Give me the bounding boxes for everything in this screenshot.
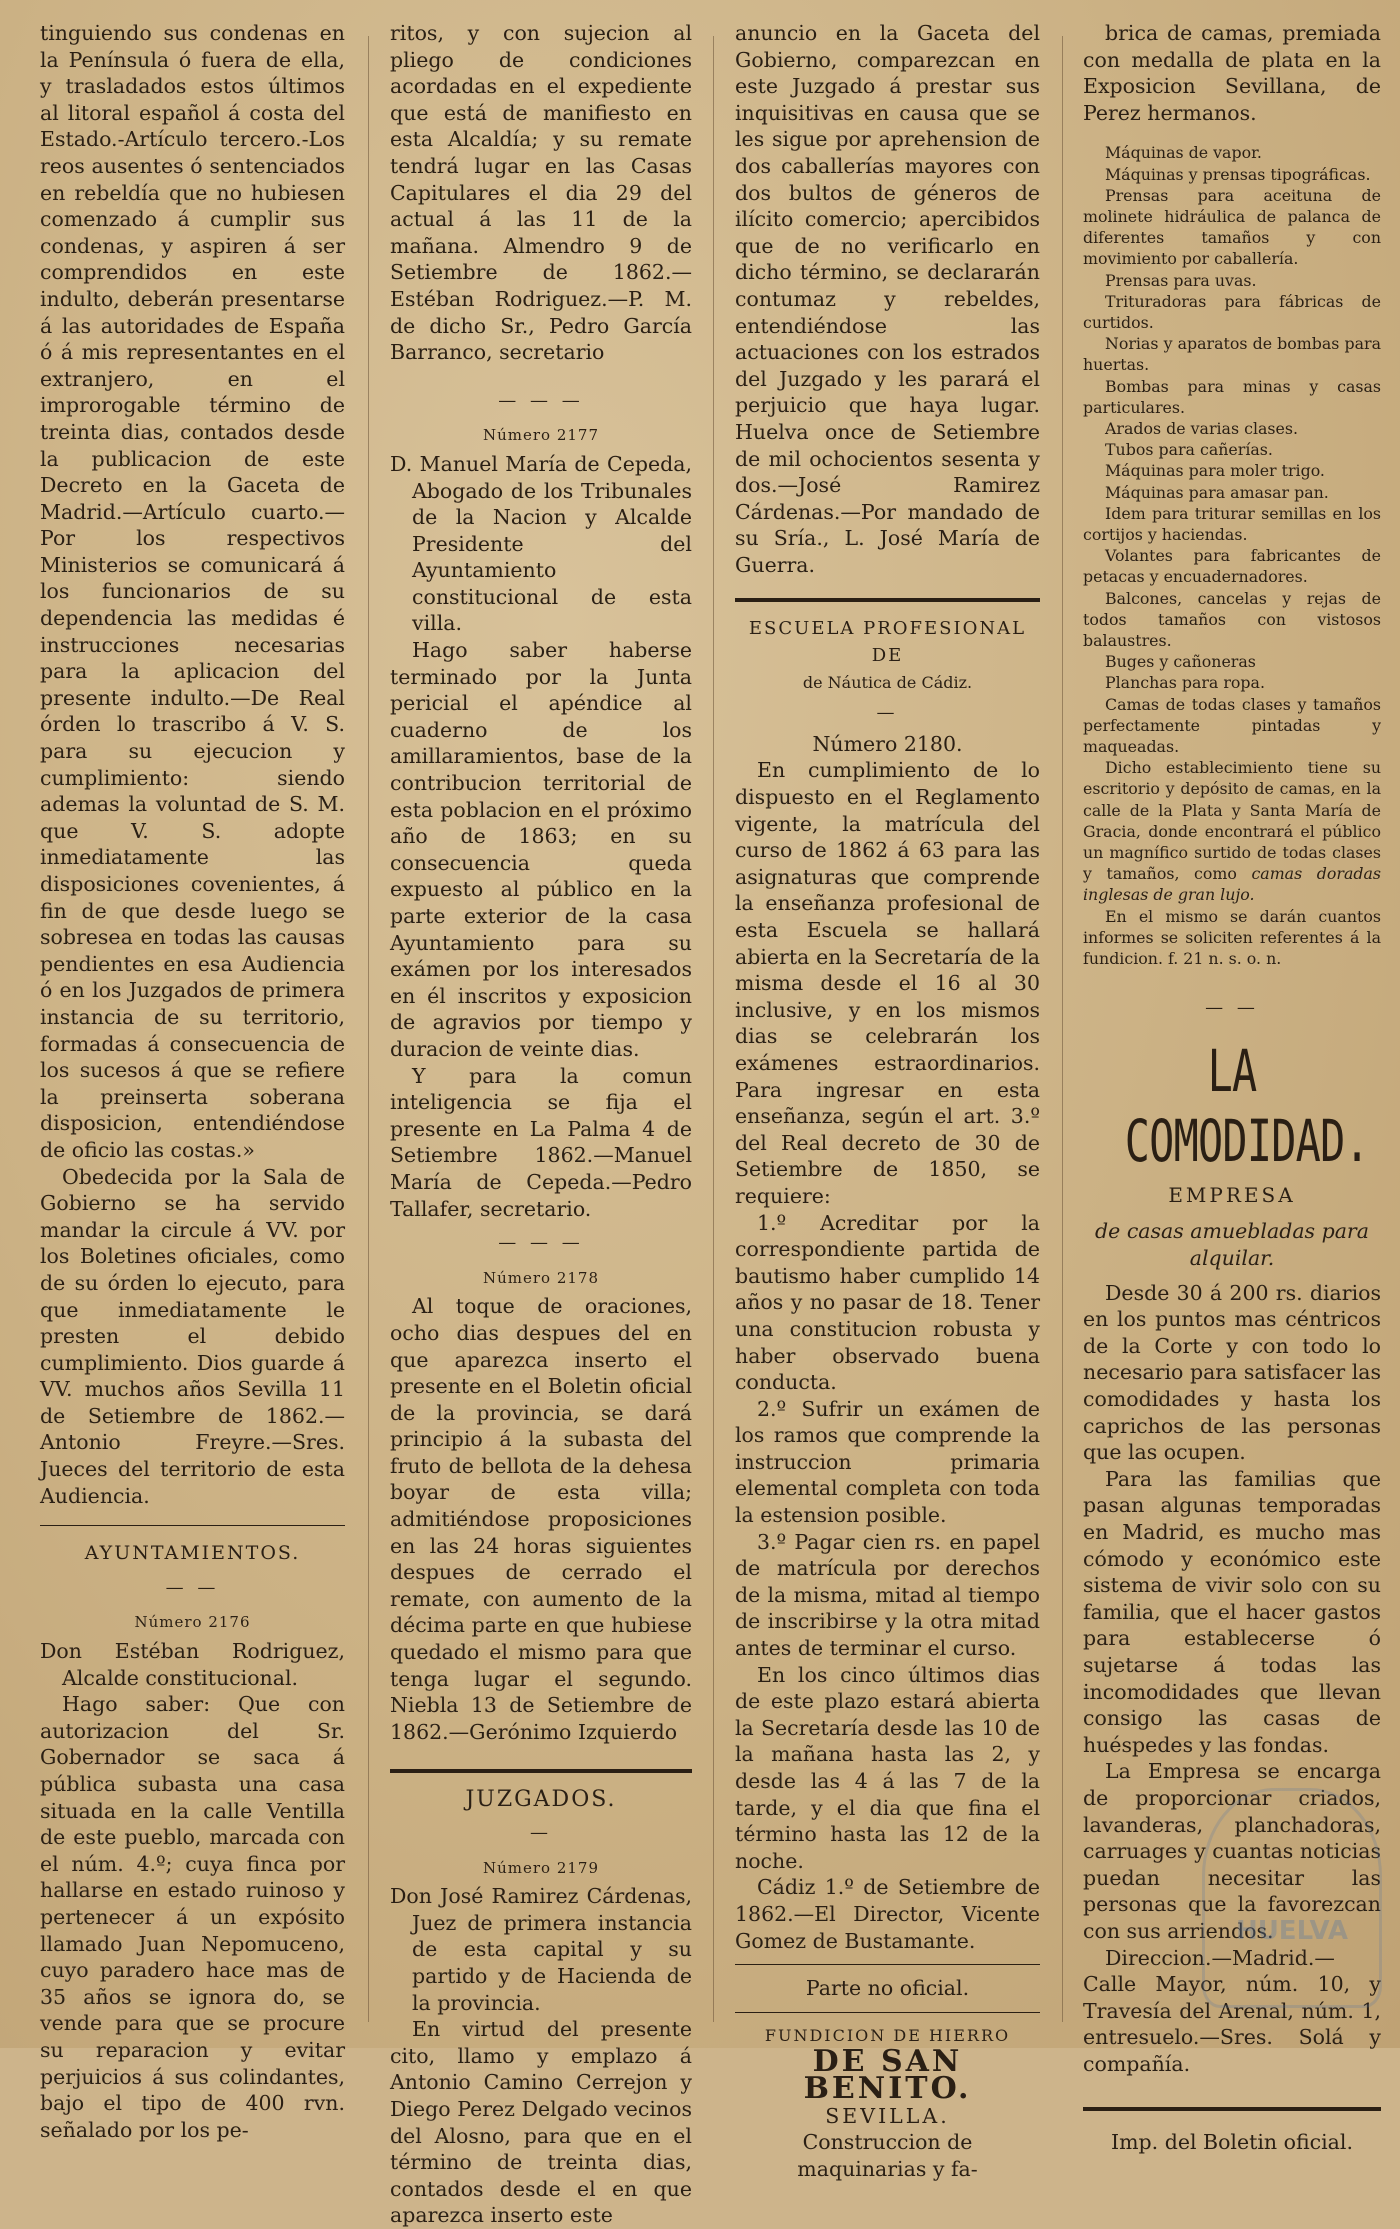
list-item: Planchas para ropa. [1105,673,1265,693]
column-3 [735,20,1040,2181]
list-item: Bombas para minas y casas particulares. [1083,376,1381,417]
section-heading-parte-no-oficial: Parte no oficial. [805,1976,970,2001]
notice-number: Número 2180. [812,731,963,756]
column-divider [713,36,714,2022]
school-subheading: de Náutica de Cádiz. [802,672,973,692]
notice-number: Número 2178 [482,1268,600,1287]
ornament: — — — [498,389,584,411]
list-item: Prensas para aceituna de molinete hidráulica de palanca de diferentes tamaños y con movimiento por caballería. [1083,185,1381,269]
list-item: Balcones, cancelas y rejas de todos tamaños con vistosos balaustres. [1083,588,1381,651]
ad-address: Direccion.—Madrid.—Calle Mayor, núm. 10, y Travesía del Arenal, núm. 1, entresuelo.—Sres. Solá y compañía. [1083,1945,1381,2076]
ad-body: Desde 30 á 200 rs. diarios en los puntos mas céntricos de la Corte y con todo lo necesario para satisfacer las comodidades y hasta los caprichos de las personas que las ocupen. [1083,1280,1381,1465]
divider [735,2012,1040,2013]
emphasis-text: camas doradas inglesas de gran lujo. [1083,864,1381,905]
ad-body: La Empresa se encarga de proporcionar criados, lavanderas, planchadoras, carruages y cuantas noticias puedan necesitar las personas que la favorezcan con sus arriendos. [1083,1759,1381,1943]
notice-body: Al toque de oraciones, ocho dias despues del en que aparezca inserto el presente en el Boletin oficial de la provincia, se dará principio á la subasta del fruto de bellota de la dehesa boyar de esta villa; admitiéndose proposiciones en las 24 horas siguientes despues de cerrado el remate, con aumento de la décima parte en que hubiese quedado el mismo para que tenga lugar el segundo. Niebla 13 de Setiembre de 1862.—Gerónimo Izquierdo [390,1294,692,1744]
list-item: Máquinas de vapor. [1105,143,1262,163]
notice-number: Número 2177 [482,426,600,445]
requirement-3: 3.º Pagar cien rs. en papel de matrícula por derechos de la misma, mitad al tiempo de inscribirse y la otra mitad antes de terminar el curso. [735,1529,1040,1661]
foundry-description: Construccion de maquinarias y fa- [797,2130,978,2181]
ad-subtitle: EMPRESA [1168,1182,1296,1207]
list-item: Tubos para cañerías. [1105,440,1273,460]
product-list [1083,142,1381,969]
heavy-divider [1083,2107,1381,2111]
notice-body: Y para la comun inteligencia se fija el presente en La Palma 4 de Setiembre 1862.—Manuel María de Cepeda.—Pedro Tallafer, secretario. [390,1063,692,1221]
requirement-2: 2.º Sufrir un exámen de los ramos que comprende la instruccion primaria elemental completa con toda la estension posible. [735,1396,1040,1528]
divider [40,1525,345,1526]
notice-body: ritos, y con sujecion al pliego de condiciones acordadas en el expediente que está de manifiesto en esta Alcaldía; y su remate tendrá lugar en las Casas Capitulares el dia 29 del actual á las 11 de la mañana. Almendro 9 de Setiembre de 1862.—Estéban Rodriguez.—P. M. de dicho Sr., Pedro García Barranco, secretario [390,21,692,365]
notice-signature: Cádiz 1.º de Setiembre de 1862.—El Director, Vicente Gomez de Bustamante. [735,1875,1040,1953]
foundry-name: DE SAN BENITO. [803,2044,972,2106]
foundry-city: SEVILLA. [825,2103,950,2128]
column-1 [40,20,345,2142]
notice-body: Hago saber haberse terminado por la Junta pericial el apéndice al cuaderno de los amillaramientos, base de la contribucion territorial de esta poblacion en el próximo año de 1863; en su consecuencia queda expuesto al público en la parte exterior de la casa Ayuntamiento para su exámen por los interesados en él inscritos y exposicion de agravios por tiempo y duracion de veinte dias. [390,638,692,1061]
ornament: — [876,702,899,724]
column-4 [1083,20,1381,2155]
section-heading-juzgados: JUZGADOS. [465,1787,617,1813]
imprint: Imp. del Boletin oficial. [1111,2130,1353,2155]
notice-body: Hago saber: Que con autorizacion del Sr. Gobernador se saca á pública subasta una casa situada en la calle Ventilla de este pueblo, marcada con el núm. 4.º; cuya finca por hallarse en estado ruinoso y pertenecer á un expósito llamado Juan Nepomuceno, cuyo paradero hace mas de 35 años se ignora do, se vende para que se procure su reparacion y evitar perjuicios á sus colindantes, bajo el tipo de 400 rvn. señalado por los pe- [40,1692,345,2142]
column-divider [1062,36,1063,2022]
column-divider [368,36,369,2022]
notice-number: Número 2176 [134,1613,251,1632]
foundry-heading: FUNDICION DE HIERRO [764,2025,1011,2045]
heavy-divider [735,598,1040,602]
ad-tagline: de casas amuebladas para alquilar. [1095,1219,1369,1271]
notice-author: Don Estéban Rodriguez, Alcalde constitucional. [40,1639,345,1690]
notice-body: En los cinco últimos dias de este plazo estará abierta la Secretaría desde las 10 de la mañana hasta las 2, y desde las 4 á las 7 de la tarde, y el dia que fina el término hasta las 12 de la noche. [735,1662,1040,1873]
ad-body: Para las familias que pasan algunas temporadas en Madrid, es mucho mas cómodo y económico este sistema de vivir solo con su familia, que el hacer gastos para establecerse ó sujetarse á todas las incomodidades que llevan consigo las casas de huéspedes y las fondas. [1083,1466,1381,1757]
ornament: — — [1205,997,1259,1019]
school-heading: ESCUELA PROFESIONAL DE [748,618,1027,667]
notice-author: Don José Ramirez Cárdenas, Juez de primera instancia de esta capital y su partido y de Hacienda de la provincia. [390,1884,692,2015]
list-item: Camas de todas clases y tamaños perfectamente pintadas y maqueadas. [1083,694,1381,757]
list-item: Volantes para fabricantes de petacas y encuadernadores. [1083,546,1381,587]
ornament: — — — [498,1232,584,1254]
list-item: Máquinas para amasar pan. [1105,482,1329,502]
column-2 [390,20,692,2228]
establishment-text: Dicho establecimiento tiene su escritorio y depósito de camas, en la calle de la Plata y Santa María de Gracia, donde encontrará el público un magnífico surtido de todas clases y tamaños, como [1083,758,1381,884]
notice-body: En cumplimiento de lo dispuesto en el Reglamento vigente, la matrícula del curso de 1862 á 63 para las asignaturas que comprende la enseñanza profesional de esta Escuela se hallará abierta en la Secretaría de la misma desde el 16 al 30 inclusive, y en los mismos dias se celebrarán los exámenes estraordinarios. Para ingresar en esta enseñanza, según el art. 3.º del Real decreto de 30 de Setiembre de 1850, se requiere: [735,758,1040,1208]
ad-title: LA COMODIDAD. [1124,1036,1369,1175]
decree-text: tinguiendo sus condenas en la Península ó fuera de ella, y trasladados estos últimos al litoral español á costa del Estado.-Artículo tercero.-Los reos ausentes ó sentenciados en rebeldía que no hubiesen comenzado á cumplir sus condenas, y aspiren á ser comprendidos en este indulto, deberán presentarse á las autoridades de España ó á mis representantes en el extranjero, en el improrogable término de treinta dias, contados desde la publicacion de este Decreto en la Gaceta de Madrid.—Artículo cuarto.—Por los respectivos Ministerios se comunicará á los funcionarios de su dependencia las medidas é instrucciones necesarias para la aplicacion del presente indulto.—De Real órden lo trascribo á V. S. para su ejecucion y cumplimiento: siendo ademas la voluntad de S. M. que V. S. adopte inmediatamente las disposiciones covenientes, á fin de que desde luego se sobresea en todas las causas pendientes en esa Audiencia ó en los Juzgados de primera instancia de su territorio, formadas á consecuencia de los sucesos á que se refiere la preinserta soberana disposicion, entendiéndose de oficio las costas.» [40,21,345,1162]
circular-text: Obedecida por la Sala de Gobierno se ha servido mandar la circule á VV. por los Boletines oficiales, como de su órden lo ejecuto, para que inmediatamente le presten el debido cumplimiento. Dios guarde á VV. muchos años Sevilla 11 de Setiembre de 1862.—Antonio Freyre.—Sres. Jueces del territorio de esta Audiencia. [40,1164,345,1508]
heavy-divider [390,1769,692,1773]
list-item: Trituradoras para fábricas de curtidos. [1083,291,1381,332]
list-item: Idem para triturar semillas en los cortijos y haciendas. [1083,503,1381,545]
list-item: Norias y aparatos de bombas para huertas. [1083,334,1381,375]
foundry-description: brica de camas, premiada con medalla de plata en la Exposicion Sevillana, de Perez hermanos. [1083,21,1381,125]
info-note: En el mismo se darán cuantos informes se soliciten referentes á la fundicion. f. 21 n. s. o. n. [1083,906,1381,969]
list-item: Prensas para uvas. [1105,270,1257,290]
list-item: Máquinas para moler trigo. [1105,461,1325,481]
list-item: Máquinas y prensas tipográficas. [1105,164,1371,184]
section-heading-ayuntamientos: AYUNTAMIENTOS. [84,1542,301,1565]
list-item: Buges y cañoneras [1105,652,1256,672]
notice-author: D. Manuel María de Cepeda, Abogado de los Tribunales de la Nacion y Alcalde Presidente del Ayuntamiento constitucional de esta villa. [390,451,692,636]
notice-number: Número 2179 [482,1858,600,1877]
divider [735,1964,1040,1965]
requirement-1: 1.º Acreditar por la correspondiente partida de bautismo haber cumplido 14 años y no pasar de 18. Tener una constitucion robusta y haber observado buena conducta. [735,1210,1040,1395]
ornament: — — [165,1576,220,1598]
notice-body: anuncio en la Gaceta del Gobierno, comparezcan en este Juzgado á prestar sus inquisitivas en causa que se les sigue por aprehension de dos caballerías mayores con dos bultos de géneros de ilícito comercio; apercibidos que de no verificarlo en dicho término, se declararán contumaz y rebeldes, entendiéndose las actuaciones con los estrados del Juzgado y les parará el perjuicio que haya lugar. Huelva once de Setiembre de mil ochocientos sesenta y dos.—José Ramirez Cárdenas.—Por mandado de su Sría., L. José María de Guerra. [735,21,1040,577]
ornament: — [530,1822,552,1843]
library-stamp-watermark: HUELVA [1202,1788,1382,2008]
notice-body: En virtud del presente cito, llamo y emplazo á Antonio Camino Cerrejon y Diego Perez Delgado vecinos del Alosno, para que en el término de treinta dias, contados desde el en que aparezca inserto este [390,2017,692,2228]
establishment-note [1083,757,1381,905]
list-item: Arados de varias clases. [1105,419,1299,439]
